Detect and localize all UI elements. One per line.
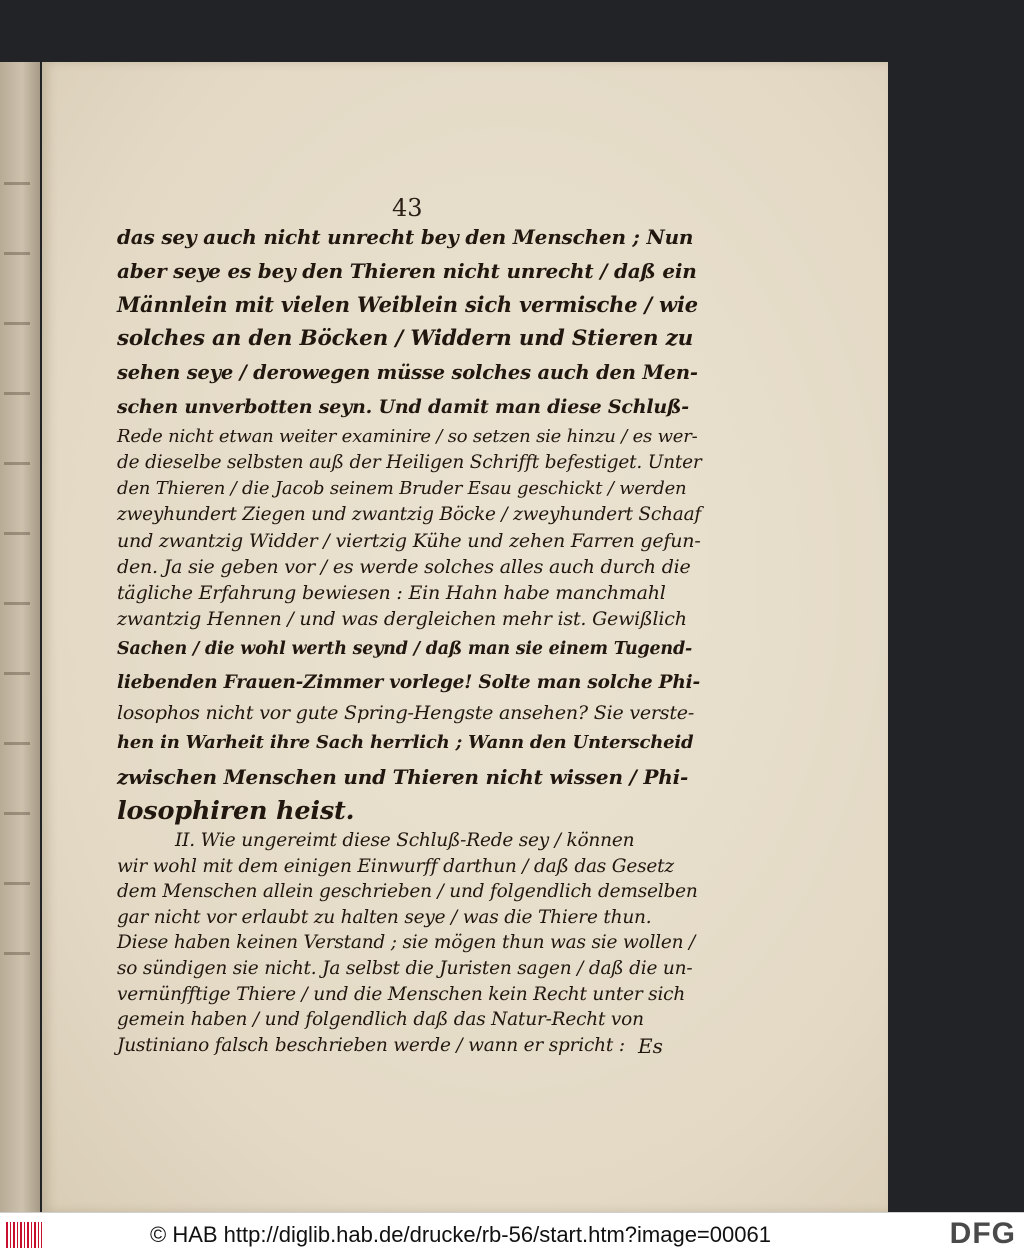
text-line: losophos nicht vor gute Spring-Hengste ansehen? Sie verste- <box>117 702 695 724</box>
copyright-link[interactable]: © HAB http://diglib.hab.de/drucke/rb-56/start.htm?image=00061 <box>150 1222 771 1247</box>
text-line: vernünfftige Thiere / und die Menschen kein Recht unter sich <box>117 983 686 1005</box>
previous-page-edge <box>0 62 40 1212</box>
text-line: Rede nicht etwan weiter examinire / so setzen sie hinzu / es wer- <box>117 426 698 447</box>
text-line: de dieselbe selbsten auß der Heiligen Schrifft befestiget. Unter <box>117 452 702 473</box>
text-line: das sey auch nicht unrecht bey den Menschen ; Nun <box>117 225 694 249</box>
text-line: den Thieren / die Jacob seinem Bruder Esau geschickt / werden <box>117 478 687 499</box>
text-line: losophiren heist. <box>117 796 355 826</box>
footer-bar <box>0 1212 1024 1255</box>
text-line: aber seye es bey den Thieren nicht unrecht / daß ein <box>117 259 697 283</box>
text-line: zweyhundert Ziegen und zwantzig Böcke / zweyhundert Schaaf <box>117 504 702 525</box>
text-line: den. Ja sie geben vor / es werde solches alles auch durch die <box>117 556 691 578</box>
text-line: gemein haben / und folgendlich daß das Natur-Recht von <box>117 1009 644 1031</box>
text-line: wir wohl mit dem einigen Einwurff darthun / daß das Gesetz <box>117 855 674 877</box>
text-line: sehen seye / derowegen müsse solches auch den Men- <box>117 361 698 384</box>
barcode-icon <box>6 1222 42 1248</box>
text-line: und zwantzig Widder / viertzig Kühe und zehen Farren gefun- <box>117 530 701 552</box>
catchword: Es <box>638 1034 663 1058</box>
text-line: hen in Warheit ihre Sach herrlich ; Wann den Unterscheid <box>117 732 694 753</box>
text-line: so sündigen sie nicht. Ja selbst die Juristen sagen / daß die un- <box>117 957 693 979</box>
text-line: II. Wie ungereimt diese Schluß-Rede sey / können <box>175 830 635 851</box>
text-line: zwischen Menschen und Thieren nicht wissen / Phi- <box>117 765 689 789</box>
page-number: 43 <box>392 194 423 222</box>
text-line: gar nicht vor erlaubt zu halten seye / was die Thiere thun. <box>117 906 652 928</box>
text-line: solches an den Böcken / Widdern und Stieren zu <box>117 326 694 351</box>
text-line: dem Menschen allein geschrieben / und folgendlich demselben <box>117 881 698 903</box>
text-line: Diese haben keinen Verstand ; sie mögen thun was sie wollen / <box>117 932 696 954</box>
text-line: tägliche Erfahrung bewiesen : Ein Hahn habe manchmahl <box>117 582 666 604</box>
text-line: zwantzig Hennen / und was dergleichen mehr ist. Gewißlich <box>117 608 687 630</box>
text-line: Männlein mit vielen Weiblein sich vermische / wie <box>117 292 698 317</box>
text-line: Sachen / die wohl werth seynd / daß man sie einem Tugend- <box>117 639 693 659</box>
book-page <box>42 62 888 1212</box>
text-line: liebenden Frauen-Zimmer vorlege! Solte man solche Phi- <box>117 672 700 693</box>
text-line: Justiniano falsch beschrieben werde / wann er spricht : <box>117 1034 625 1056</box>
text-line: schen unverbotten seyn. Und damit man diese Schluß- <box>117 396 689 418</box>
page-text <box>117 220 702 1058</box>
dfg-logo: DFG <box>949 1217 1016 1250</box>
